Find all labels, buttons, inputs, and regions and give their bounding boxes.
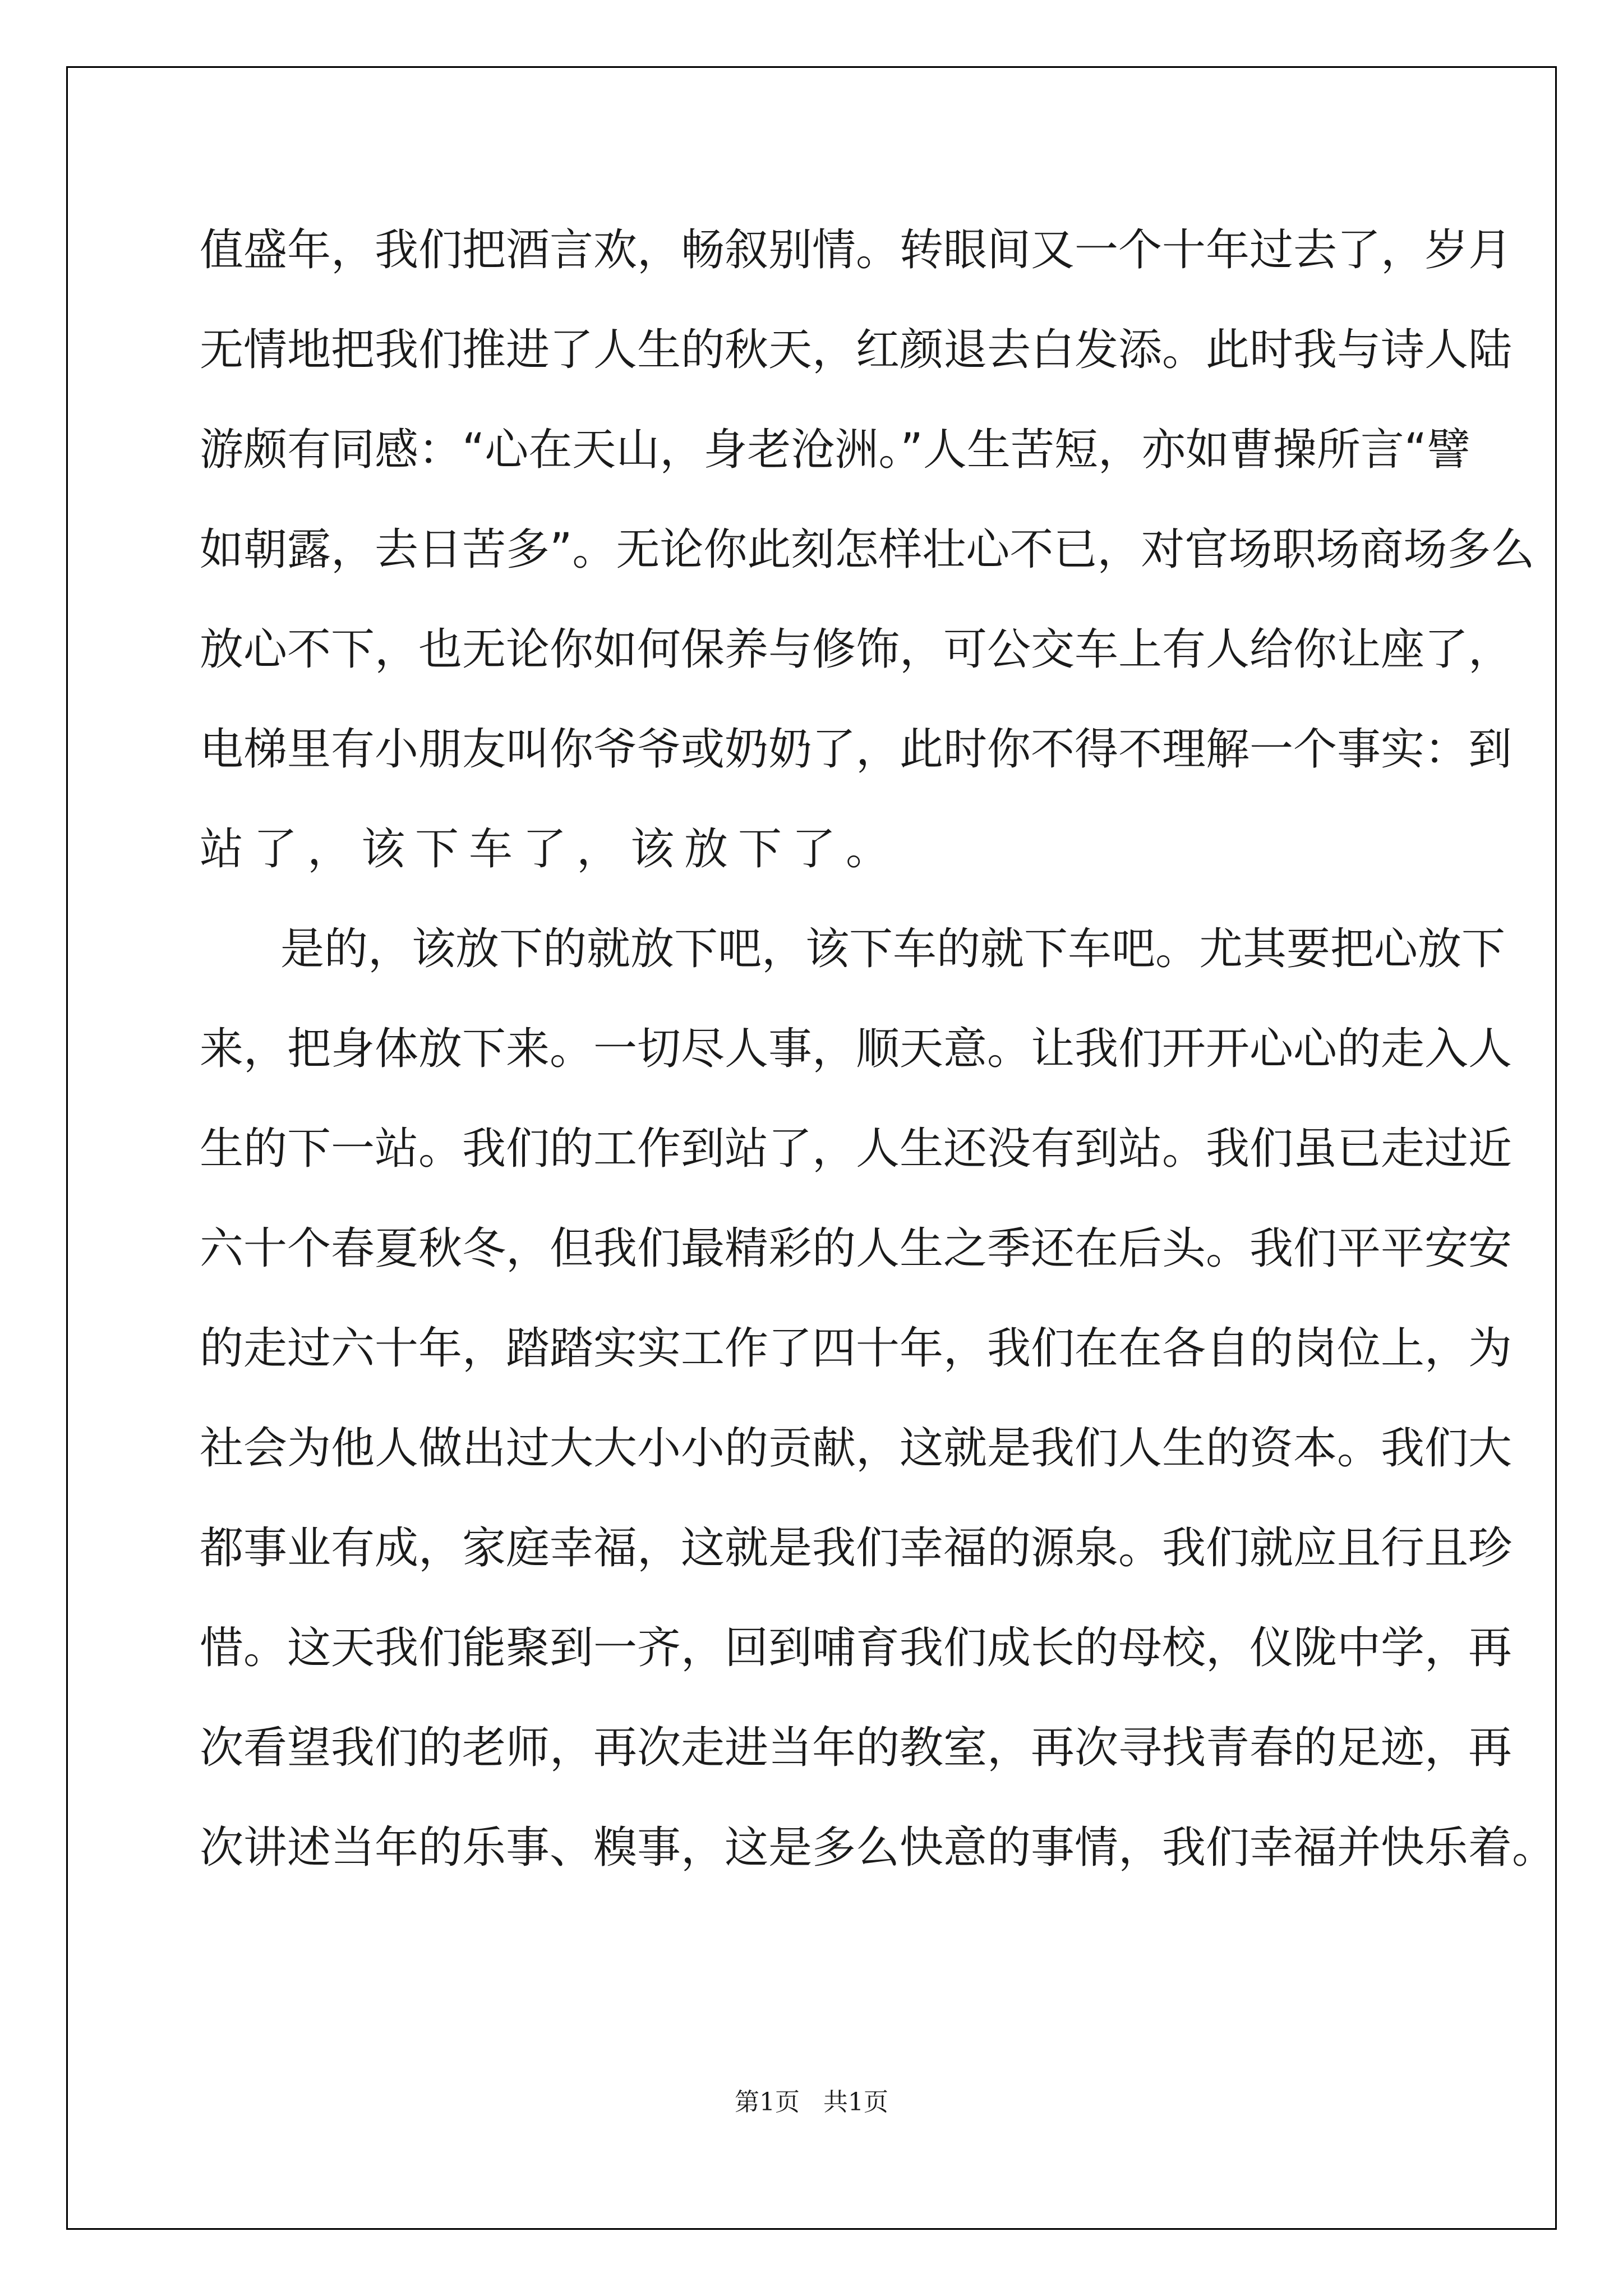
text-line: 生的下一站。我们的工作到站了，人生还没有到站。我们虽已走过近 [200,1124,1513,1174]
text-line: 社会为他人做出过大大小小的贡献，这就是我们人生的资本。我们大 [200,1423,1513,1474]
text-line: 电梯里有小朋友叫你爷爷或奶奶了，此时你不得不理解一个事实：到 [200,724,1513,775]
text-line: 无情地把我们推进了人生的秋天，红颜退去白发添。此时我与诗人陆 [200,325,1513,375]
text-line: 来，把身体放下来。一切尽人事，顺天意。让我们开开心心的走入人 [200,1024,1513,1074]
text-line: 的走过六十年，踏踏实实工作了四十年，我们在在各自的岗位上，为 [200,1323,1513,1374]
text-line: 值盛年，我们把酒言欢，畅叙别情。转眼间又一个十年过去了，岁月 [200,225,1513,275]
text-line: 六十个春夏秋冬，但我们最精彩的人生之季还在后头。我们平平安安 [200,1223,1513,1274]
text-line: 都事业有成，家庭幸福，这就是我们幸福的源泉。我们就应且行且珍 [200,1523,1513,1573]
text-line: 如朝露，去日苦多”。无论你此刻怎样壮心不已，对官场职场商场多么 [200,524,1535,575]
text-line: 惜。这天我们能聚到一齐，回到哺育我们成长的母校，仪陇中学，再 [200,1623,1513,1673]
paragraph-first-line: 是的，该放下的就放下吧，该下车的就下车吧。尤其要把心放下 [280,924,1506,974]
text-line: 游颇有同感：“心在天山，身老沧洲。”人生苦短，亦如曹操所言“譬 [200,425,1471,475]
text-line: 次讲述当年的乐事、糗事，这是多么快意的事情，我们幸福并快乐着。 [200,1823,1556,1873]
text-line: 次看望我们的老师，再次走进当年的教室，再次寻找青春的足迹，再 [200,1723,1513,1773]
text-line: 放心不下，也无论你如何保养与修饰，可公交车上有人给你让座了， [200,624,1513,675]
page-number: 第1页 共1页 [735,2088,888,2116]
text-line: 站了，该下车了，该放下了。 [200,824,900,875]
